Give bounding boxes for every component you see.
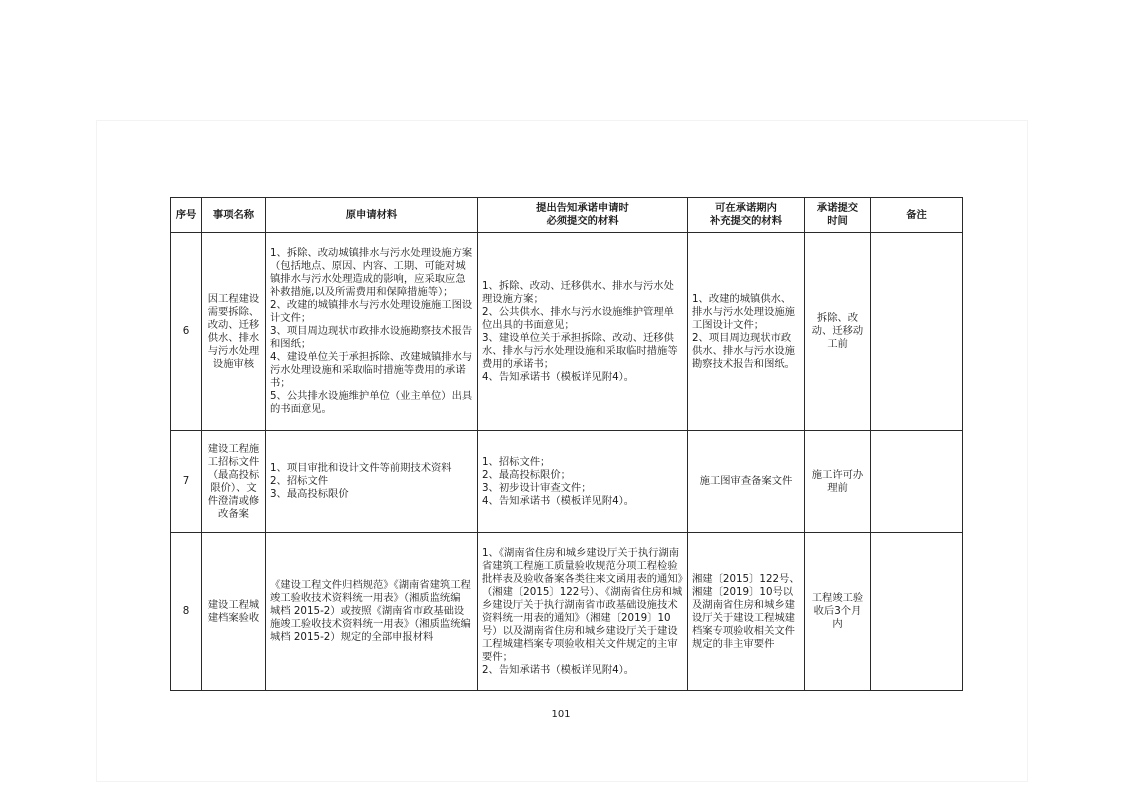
table-row xyxy=(171,431,963,533)
row-item-name: 建设工程城建档案验收 xyxy=(202,533,266,691)
row-remark xyxy=(871,431,963,533)
table-row xyxy=(171,233,963,431)
row-required-materials xyxy=(478,533,688,691)
row-item-name: 因工程建设需要拆除、改动、迁移供水、排水与污水处理设施审核 xyxy=(202,233,266,431)
row-item-name: 建设工程施工招标文件（最高投标限价）、文件澄清或修改备案 xyxy=(202,431,266,533)
header-required-line1: 提出告知承诺申请时 xyxy=(536,202,629,214)
header-required-line2: 必须提交的材料 xyxy=(546,215,619,227)
row-original-materials xyxy=(266,431,478,533)
header-deadline-line2: 时间 xyxy=(827,215,848,227)
material-item: 2、公共供水、排水与污水设施维护管理单位出具的书面意见； xyxy=(482,305,674,331)
material-item: 1、招标文件； xyxy=(482,455,551,468)
header-original-materials: 原申请材料 xyxy=(266,198,478,233)
row-required-materials xyxy=(478,233,688,431)
material-item: 《建设工程文件归档规范》《湖南省建筑工程竣工验收技术资料统一用表》（湘质监统编 城档 2015-2）或按照《湖南省市政基础设施竣工验收技术资料统一用表》（湘质监统编 城档 2015-2）规定的全部申报材料 xyxy=(270,579,471,643)
row-remark xyxy=(871,233,963,431)
material-item: 1、拆除、改动城镇排水与污水处理设施方案（包括地点、原因、内容、工期、可能对城镇排水与污水处理造成的影响，应采取应急补救措施,以及所需费用和保障措施等）； xyxy=(270,247,473,298)
header-deadline xyxy=(805,198,871,233)
material-item: 5、公共排水设施维护单位（业主单位）出具的书面意见。 xyxy=(270,390,473,415)
row-seq: 8 xyxy=(171,533,202,691)
material-item: 4、告知承诺书（模板详见附4）。 xyxy=(482,494,635,507)
header-item-name: 事项名称 xyxy=(202,198,266,233)
row-supplement-materials xyxy=(688,533,805,691)
row-seq: 7 xyxy=(171,431,202,533)
material-item: 1、改建的城镇供水、排水与污水处理设施施工图设计文件； xyxy=(692,292,795,331)
requirements-table xyxy=(170,197,963,691)
material-item: 2、最高投标限价； xyxy=(482,468,571,481)
header-row xyxy=(171,198,963,233)
row-supplement-materials xyxy=(688,233,805,431)
material-item: 1、项目审批和设计文件等前期技术资料 xyxy=(270,462,452,474)
material-item: 3、最高投标限价 xyxy=(270,488,349,500)
material-item: 2、项目周边现状市政供水、排水与污水设施勘察技术报告和图纸。 xyxy=(692,331,795,370)
header-remark: 备注 xyxy=(871,198,963,233)
row-seq: 6 xyxy=(171,233,202,431)
material-item: 1、拆除、改动、迁移供水、排水与污水处理设施方案； xyxy=(482,279,674,305)
row-supplement-materials xyxy=(688,431,805,533)
header-required-materials xyxy=(478,198,688,233)
header-seq: 序号 xyxy=(171,198,202,233)
material-item: 施工图审查备案文件 xyxy=(699,475,793,487)
material-item: 2、告知承诺书（模板详见附4）。 xyxy=(482,663,635,676)
row-original-materials xyxy=(266,533,478,691)
material-item: 4、告知承诺书（模板详见附4）。 xyxy=(482,370,635,383)
material-item: 4、建设单位关于承担拆除、改建城镇排水与污水处理设施和采取临时措施等费用的承诺书； xyxy=(270,351,473,389)
material-item: 湘建〔2015〕122号、湘建〔2019〕10号以及湖南省住房和城乡建设厅关于建设工程城建档案专项验收相关文件规定的非主审要件 xyxy=(692,572,800,650)
row-deadline: 拆除、改动、迁移动工前 xyxy=(805,233,871,431)
material-item: 3、建设单位关于承担拆除、改动、迁移供水、排水与污水处理设施和采取临时措施等费用的承诺书； xyxy=(482,331,678,370)
material-item: 2、改建的城镇排水与污水处理设施施工图设计文件； xyxy=(270,299,473,324)
material-item: 2、招标文件 xyxy=(270,475,329,487)
header-supplement-materials xyxy=(688,198,805,233)
material-item: 3、项目周边现状市政排水设施勘察技术报告和图纸； xyxy=(270,325,473,350)
page-number: 101 xyxy=(551,709,571,720)
row-deadline: 施工许可办理前 xyxy=(805,431,871,533)
row-required-materials xyxy=(478,431,688,533)
row-remark xyxy=(871,533,963,691)
table-row xyxy=(171,533,963,691)
row-deadline: 工程竣工验收后3个月内 xyxy=(805,533,871,691)
material-item: 1、《湖南省住房和城乡建设厅关于执行湖南省建筑工程施工质量验收规范分项工程检验批样表及验收备案各类往来文函用表的通知》（湘建〔2015〕122号）、《湖南省住房和城乡建设厅关于执行湖南省市政基础设施技术资料统一用表的通知》（湘建〔2019〕10号）以及湖南省住房和城乡建设厅关于建设工程城建档案专项验收相关文件规定的主审要件； xyxy=(482,546,683,663)
material-item: 3、初步设计审查文件； xyxy=(482,481,592,494)
header-deadline-line1: 承诺提交 xyxy=(816,202,859,214)
header-supplement-line2: 补充提交的材料 xyxy=(709,215,783,227)
header-supplement-line1: 可在承诺期内 xyxy=(715,202,777,214)
row-original-materials xyxy=(266,233,478,431)
